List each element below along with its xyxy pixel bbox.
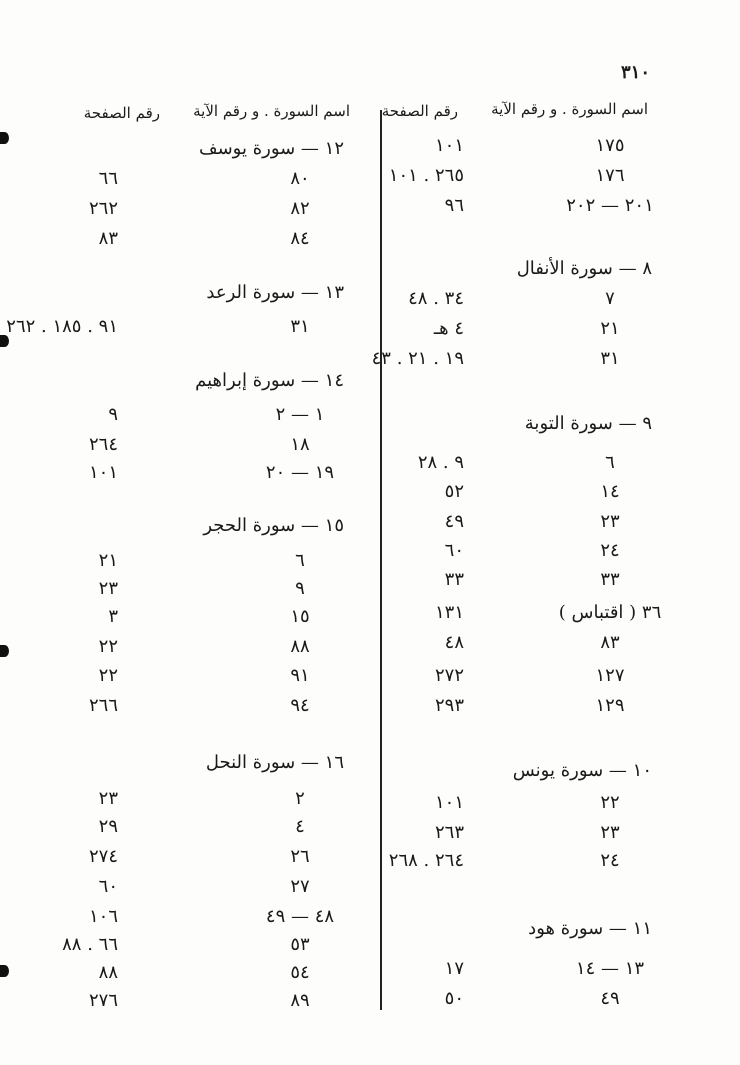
verse-number: ٢٧ (290, 876, 310, 897)
page-references: ١٩ . ٢١ . ٤٣ (371, 348, 464, 369)
verse-number: ٩ (295, 578, 305, 599)
verse-number: ٧ (605, 288, 615, 309)
page-references: ٩ (108, 404, 118, 425)
page-references: ٢٧٦ (88, 990, 118, 1011)
sura-heading: ١٣ — سورة الرعد (206, 282, 344, 303)
page-references: ٢٩٣ (434, 695, 464, 716)
verse-number: ٢٤ (600, 850, 620, 871)
page-references: ٢٦٦ (88, 695, 118, 716)
verse-number: ٢٠١ — ٢٠٢ (566, 195, 654, 216)
verse-number: ٦ (605, 452, 615, 473)
verse-number: ٨٤ (290, 228, 310, 249)
page-references: ٦٦ . ٨٨ (62, 934, 118, 955)
page-references: ٩١ . ١٨٥ . ٢٦٢ (6, 316, 118, 337)
verse-number: ٢١ (600, 318, 620, 339)
page-references: ٢٣ (98, 788, 118, 809)
verse-number: ٤ (295, 816, 305, 837)
page-references: ٢٣ (98, 578, 118, 599)
sura-heading: ١٥ — سورة الحجر (203, 515, 344, 536)
page-references: ١٧ (444, 958, 464, 979)
page-references: ٢٦٢ (88, 198, 118, 219)
page-references: ٢٦٣ (434, 822, 464, 843)
page-references: ٤٩ (444, 511, 464, 532)
verse-number: ١٨ (290, 434, 310, 455)
page-references: ٦٠ (444, 540, 464, 561)
verse-number: ١٤ (600, 481, 620, 502)
page-references: ٦٠ (98, 876, 118, 897)
page-references: ١٠٦ (88, 906, 118, 927)
page-references: ٦٦ (98, 168, 118, 189)
page-references: ٢٢ (98, 665, 118, 686)
verse-number: ٣١ (600, 348, 620, 369)
verse-number: ٢٦ (290, 846, 310, 867)
page-references: ٤ هـ (433, 318, 464, 339)
right-page-header: رقم الصفحة (381, 102, 458, 120)
page-references: ٨٨ (98, 962, 118, 983)
page-number: ٣١٠ (620, 62, 650, 83)
verse-number: ١٣ — ١٤ (575, 958, 645, 979)
page-references: ٣ (108, 606, 118, 627)
left-sura-header: اسم السورة . و رقم الآية (193, 102, 350, 120)
left-page-header: رقم الصفحة (83, 104, 160, 122)
verse-number: ٣٦ ( اقتباس ) (558, 602, 662, 623)
sura-heading: ٩ — سورة التوبة (524, 413, 652, 434)
verse-number: ١٥ (290, 606, 310, 627)
verse-number: ١٧٦ (595, 165, 625, 186)
verse-number: ٥٣ (290, 934, 310, 955)
page-references: ٩ . ٢٨ (417, 452, 464, 473)
page-references: ٢١ (98, 550, 118, 571)
verse-number: ٢٤ (600, 540, 620, 561)
verse-number: ١٢٩ (595, 695, 625, 716)
sura-heading: ١١ — سورة هود (528, 918, 652, 939)
verse-number: ٤٨ — ٤٩ (265, 906, 335, 927)
verse-number: ٨٨ (290, 636, 310, 657)
page-references: ٤٨ (444, 632, 464, 653)
verse-number: ٩٤ (290, 695, 310, 716)
page-references: ٨٣ (98, 228, 118, 249)
page-references: ١٠١ (434, 792, 464, 813)
page-references: ٥٠ (444, 988, 464, 1009)
verse-number: ٨٠ (290, 168, 310, 189)
page-references: ٢٧٢ (434, 665, 464, 686)
sura-heading: ٨ — سورة الأنفال (516, 258, 652, 279)
page-references: ١٣١ (434, 602, 464, 623)
sura-heading: ١٦ — سورة النحل (205, 752, 344, 773)
binding-mark (0, 132, 9, 144)
verse-number: ٢٣ (600, 511, 620, 532)
page-references: ٥٢ (444, 481, 464, 502)
verse-number: ٥٤ (290, 962, 310, 983)
page-references: ٣٤ . ٤٨ (408, 288, 464, 309)
verse-number: ٩١ (290, 665, 310, 686)
verse-number: ٨٢ (290, 198, 310, 219)
page-references: ٩٦ (444, 195, 464, 216)
page-references: ٢٧٤ (88, 846, 118, 867)
verse-number: ٨٩ (290, 990, 310, 1011)
verse-number: ٣٣ (600, 569, 620, 590)
page-references: ١٠١ (88, 462, 118, 483)
page-references: ٣٣ (444, 569, 464, 590)
verse-number: ٣١ (290, 316, 310, 337)
binding-mark (0, 965, 9, 977)
verse-number: ٢ (295, 788, 305, 809)
verse-number: ٢٣ (600, 822, 620, 843)
column-divider (380, 110, 382, 1010)
verse-number: ٨٣ (600, 632, 620, 653)
page-references: ٢٦٤ (88, 434, 118, 455)
verse-number: ١٢٧ (595, 665, 625, 686)
page-references: ٢٦٥ . ١٠١ (388, 165, 464, 186)
page-references: ٢٦٤ . ٢٦٨ (388, 850, 464, 871)
binding-mark (0, 645, 9, 657)
sura-heading: ١٢ — سورة يوسف (198, 138, 344, 159)
verse-number: ٦ (295, 550, 305, 571)
sura-heading: ١٠ — سورة يونس (512, 760, 652, 781)
right-sura-header: اسم السورة . و رقم الآية (491, 100, 648, 118)
verse-number: ١٩ — ٢٠ (265, 462, 335, 483)
page-references: ٢٢ (98, 636, 118, 657)
verse-number: ٤٩ (600, 988, 620, 1009)
page-references: ٢٩ (98, 816, 118, 837)
verse-number: ٢٢ (600, 792, 620, 813)
sura-heading: ١٤ — سورة إبراهيم (195, 370, 344, 391)
page-references: ١٠١ (434, 135, 464, 156)
verse-number: ١٧٥ (595, 135, 625, 156)
verse-number: ١ — ٢ (275, 404, 325, 425)
